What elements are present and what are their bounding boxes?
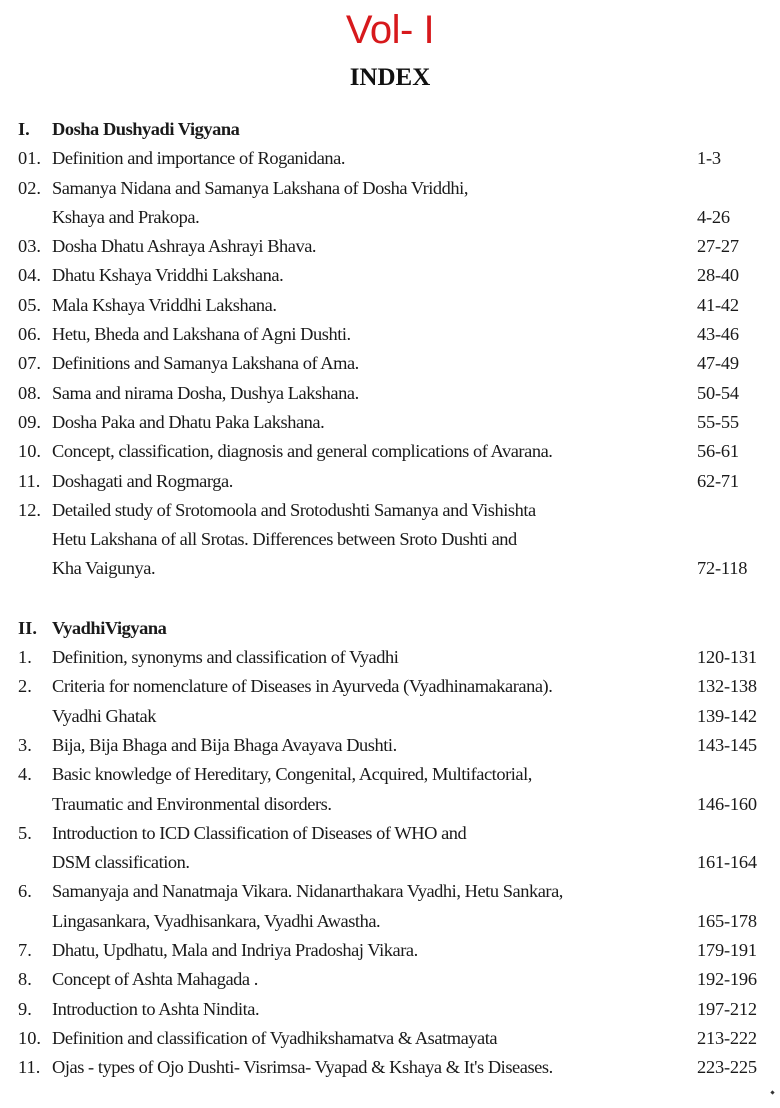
entry-number: 10. (18, 1027, 41, 1048)
entry-pages: 213-222 (697, 1027, 757, 1048)
toc-entry (0, 320, 780, 349)
entry-text: Samanya Nidana and Samanya Lakshana of Dosha Vriddhi, (52, 177, 468, 198)
entry-text: Detailed study of Srotomoola and Srotodushti Samanya and Vishishta (52, 499, 536, 520)
toc-entry-continuation (0, 203, 780, 232)
toc-entry (0, 261, 780, 290)
entry-number: 2. (18, 676, 32, 697)
entry-text: Dhatu Kshaya Vriddhi Lakshana. (52, 265, 284, 286)
entry-number: 5. (18, 822, 32, 843)
toc-entry (0, 232, 780, 261)
entry-pages: 50-54 (697, 382, 739, 403)
toc-entry (0, 408, 780, 437)
toc-entry-continuation (0, 525, 780, 554)
toc-entry (0, 467, 780, 496)
entry-number: 1. (18, 647, 32, 668)
toc-entry (0, 702, 780, 731)
entry-text: Definitions and Samanya Lakshana of Ama. (52, 353, 359, 374)
entry-pages: 41-42 (697, 294, 739, 315)
toc-entry (0, 1024, 780, 1053)
entry-pages: 4-26 (697, 206, 730, 227)
entry-pages: 1-3 (697, 148, 721, 169)
toc-entry (0, 936, 780, 965)
entry-pages: 197-212 (697, 998, 757, 1019)
entry-pages: 120-131 (697, 647, 757, 668)
section-title: Dosha Dushyadi Vigyana (52, 119, 240, 139)
entry-text: Doshagati and Rogmarga. (52, 470, 233, 491)
entry-number: 09. (18, 411, 41, 432)
toc-entry (0, 496, 780, 525)
section-title: VyadhiVigyana (52, 617, 167, 638)
entry-number: 05. (18, 294, 41, 315)
entry-number: 3. (18, 734, 32, 755)
entry-text: Dhatu, Updhatu, Mala and Indriya Pradoshaj Vikara. (52, 940, 418, 961)
entry-text: DSM classification. (52, 852, 190, 873)
toc-entry (0, 144, 780, 173)
entry-number: 8. (18, 969, 32, 990)
entry-text: Hetu, Bheda and Lakshana of Agni Dushti. (52, 324, 351, 345)
entry-text: Introduction to Ashta Nindita. (52, 998, 260, 1019)
entry-pages: 165-178 (697, 910, 757, 931)
toc-entry (0, 174, 780, 203)
entry-text: Lingasankara, Vyadhisankara, Vyadhi Awastha. (52, 910, 381, 931)
toc-entry-continuation (0, 848, 780, 877)
entry-number: 07. (18, 353, 41, 374)
entry-number: 04. (18, 265, 41, 286)
toc-entry-continuation (0, 790, 780, 819)
entry-text: Sama and nirama Dosha, Dushya Lakshana. (52, 382, 359, 403)
entry-text: Introduction to ICD Classification of Diseases of WHO and (52, 822, 467, 843)
entry-number: 7. (18, 940, 32, 961)
entry-text: Definition and classification of Vyadhikshamatva & Asatmayata (52, 1027, 498, 1048)
entry-pages: 139-142 (697, 705, 757, 726)
entry-number: 01. (18, 148, 41, 169)
entry-pages: 161-164 (697, 852, 757, 873)
entry-text: Mala Kshaya Vriddhi Lakshana. (52, 294, 277, 315)
page-title: INDEX (349, 64, 431, 91)
entry-number: 11. (18, 1057, 41, 1078)
toc-entry (0, 731, 780, 760)
section-heading (0, 115, 780, 144)
section-numeral: II. (18, 617, 37, 638)
entry-number: 10. (18, 441, 41, 462)
entry-pages: 132-138 (697, 676, 757, 697)
entry-number: 12. (18, 499, 41, 520)
entry-pages: 43-46 (697, 324, 739, 345)
section-numeral: I. (18, 119, 30, 139)
entry-text: Criteria for nomenclature of Diseases in Ayurveda (Vyadhinamakarana). (52, 676, 553, 697)
toc-entry (0, 819, 780, 848)
entry-text: Dosha Paka and Dhatu Paka Lakshana. (52, 411, 325, 432)
entry-text: Concept of Ashta Mahagada . (52, 969, 258, 990)
entry-text: Samanyaja and Nanatmaja Vikara. Nidanarthakara Vyadhi, Hetu Sankara, (52, 881, 563, 902)
scan-speck (770, 1090, 774, 1094)
toc-entry (0, 965, 780, 994)
entry-pages: 179-191 (697, 940, 757, 961)
entry-text: Ojas - types of Ojo Dushti- Visrimsa- Vyapad & Kshaya & It's Diseases. (52, 1057, 553, 1078)
entry-text: Hetu Lakshana of all Srotas. Differences between Sroto Dushti and (52, 529, 517, 550)
entry-text: Definition, synonyms and classification of Vyadhi (52, 647, 399, 668)
entry-pages: 47-49 (697, 353, 739, 374)
toc-entry (0, 643, 780, 672)
entry-pages: 146-160 (697, 793, 757, 814)
toc-entry (0, 672, 780, 701)
entry-pages: 192-196 (697, 969, 757, 990)
toc-entry-continuation (0, 907, 780, 936)
entry-number: 03. (18, 236, 41, 257)
toc-entry (0, 291, 780, 320)
entry-text: Definition and importance of Roganidana. (52, 148, 346, 169)
entry-text: Kshaya and Prakopa. (52, 206, 200, 227)
table-of-contents (0, 115, 780, 1083)
entry-number: 9. (18, 998, 32, 1019)
entry-pages: 143-145 (697, 734, 757, 755)
entry-number: 6. (18, 881, 32, 902)
section-spacer (0, 584, 780, 614)
toc-entry (0, 995, 780, 1024)
toc-entry (0, 349, 780, 378)
entry-pages: 72-118 (697, 558, 748, 579)
toc-entry (0, 1053, 780, 1082)
section-heading (0, 614, 780, 643)
entry-text: Vyadhi Ghatak (52, 705, 156, 726)
entry-number: 08. (18, 382, 41, 403)
entry-number: 4. (18, 764, 32, 785)
toc-entry (0, 437, 780, 466)
toc-entry (0, 877, 780, 906)
volume-label: Vol- I (345, 8, 435, 52)
entry-number: 11. (18, 470, 41, 491)
entry-text: Basic knowledge of Hereditary, Congenital, Acquired, Multifactorial, (52, 764, 532, 785)
entry-pages: 27-27 (697, 236, 739, 257)
entry-pages: 62-71 (697, 470, 739, 491)
entry-number: 02. (18, 177, 41, 198)
toc-entry (0, 379, 780, 408)
entry-pages: 55-55 (697, 411, 739, 432)
entry-text: Kha Vaigunya. (52, 558, 156, 579)
entry-number: 06. (18, 324, 41, 345)
entry-text: Bija, Bija Bhaga and Bija Bhaga Avayava Dushti. (52, 734, 397, 755)
entry-pages: 223-225 (697, 1057, 757, 1078)
entry-text: Concept, classification, diagnosis and general complications of Avarana. (52, 441, 553, 462)
entry-pages: 56-61 (697, 441, 739, 462)
toc-entry-continuation (0, 554, 780, 583)
entry-text: Dosha Dhatu Ashraya Ashrayi Bhava. (52, 236, 317, 257)
entry-pages: 28-40 (697, 265, 739, 286)
entry-text: Traumatic and Environmental disorders. (52, 793, 332, 814)
toc-entry (0, 760, 780, 789)
